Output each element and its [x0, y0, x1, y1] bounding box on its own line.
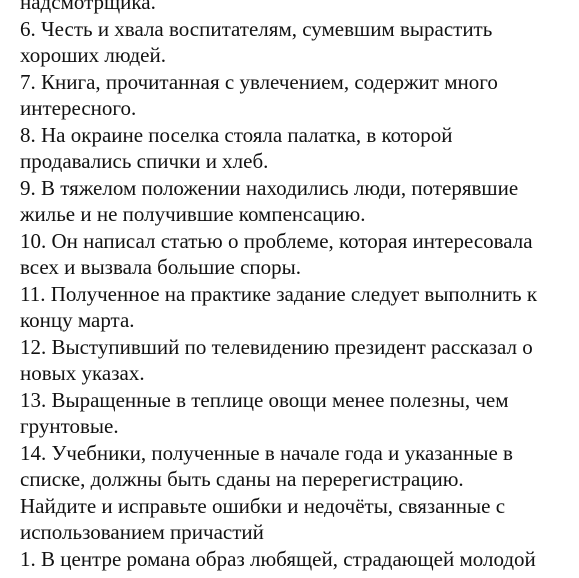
text-line: грунтовые.	[20, 414, 119, 438]
text-line: жилье и не получившие компенсацию.	[20, 202, 366, 226]
text-line: 9. В тяжелом положении находились люди, потерявшие	[20, 175, 519, 200]
document-text	[20, 0, 579, 572]
text-line: 6. Честь и хвала воспитателям, сумевшим вырастить	[20, 16, 493, 41]
text-line: новых указах.	[20, 361, 145, 385]
text-line: 10. Он написал статью о проблеме, которая интересовала	[20, 228, 533, 253]
text-line: хороших людей.	[20, 43, 166, 67]
text-line: 14. Учебники, полученные в начале года и указанные в	[20, 440, 513, 465]
text-line: 1. В центре романа образ любящей, страдающей молодой	[20, 546, 536, 571]
text-line: 12. Выступивший по телевидению президент рассказал о	[20, 334, 533, 359]
text-line: интересного.	[20, 96, 137, 120]
text-line: списке, должны быть сданы на перерегистрацию.	[20, 467, 464, 491]
text-line: концу марта.	[20, 308, 135, 332]
text-line: 8. На окраине поселка стояла палатка, в которой	[20, 122, 453, 147]
text-line: продавались спички и хлеб.	[20, 149, 269, 173]
text-line: надсмотрщика.	[20, 0, 156, 14]
text-line: 11. Полученное на практике задание следует выполнить к	[20, 281, 538, 306]
text-line: 7. Книга, прочитанная с увлечением, содержит много	[20, 69, 498, 94]
heading-line: Найдите и исправьте ошибки и недочёты, связанные с	[20, 493, 506, 518]
heading-line: использованием причастий	[20, 520, 264, 544]
text-line: 13. Выращенные в теплице овощи менее полезны, чем	[20, 387, 509, 412]
text-line: всех и вызвала большие споры.	[20, 255, 302, 279]
